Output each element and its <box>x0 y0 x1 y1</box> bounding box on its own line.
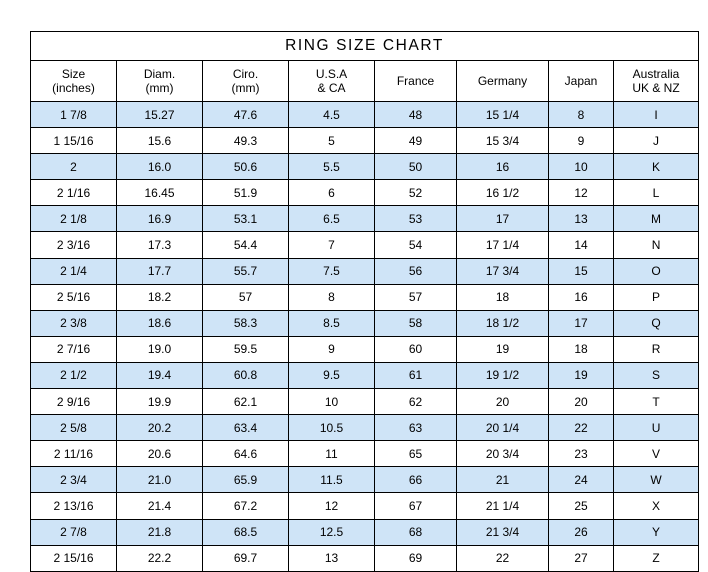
column-header-line2: (mm) <box>231 81 260 95</box>
table-row <box>31 154 699 180</box>
table-cell: 62.1 <box>203 389 289 415</box>
table-cell: Z <box>614 545 699 571</box>
table-cell: 6.5 <box>289 206 375 232</box>
table-cell: 20 1/4 <box>457 415 549 441</box>
column-header-line2: (mm) <box>145 81 174 95</box>
table-cell: 19.9 <box>117 389 203 415</box>
table-row <box>31 441 699 467</box>
table-row <box>31 310 699 336</box>
table-cell: X <box>614 493 699 519</box>
table-cell: W <box>614 467 699 493</box>
table-cell: 2 13/16 <box>31 493 117 519</box>
table-cell: S <box>614 362 699 388</box>
table-cell: 17 3/4 <box>457 258 549 284</box>
table-row <box>31 258 699 284</box>
table-cell: 50 <box>375 154 457 180</box>
table-cell: T <box>614 389 699 415</box>
ring-size-chart-table <box>30 31 699 572</box>
table-cell: 2 3/4 <box>31 467 117 493</box>
table-cell: 67 <box>375 493 457 519</box>
table-cell: 57 <box>375 284 457 310</box>
table-cell: 4.5 <box>289 102 375 128</box>
table-cell: O <box>614 258 699 284</box>
column-header-line1: Ciro. <box>232 67 259 81</box>
column-header <box>203 61 289 102</box>
column-header-line2: (inches) <box>52 81 95 95</box>
table-cell: 1 15/16 <box>31 128 117 154</box>
table-cell: 10 <box>289 389 375 415</box>
table-cell: 62 <box>375 389 457 415</box>
table-cell: 20.2 <box>117 415 203 441</box>
table-cell: 16 <box>549 284 614 310</box>
table-cell: 8.5 <box>289 310 375 336</box>
table-cell: 18 <box>549 336 614 362</box>
table-cell: 8 <box>549 102 614 128</box>
table-cell: 18.2 <box>117 284 203 310</box>
table-cell: 16 1/2 <box>457 180 549 206</box>
table-cell: 56 <box>375 258 457 284</box>
table-cell: 18 1/2 <box>457 310 549 336</box>
table-cell: 64.6 <box>203 441 289 467</box>
table-cell: 68.5 <box>203 519 289 545</box>
table-cell: 50.6 <box>203 154 289 180</box>
table-cell: 2 5/16 <box>31 284 117 310</box>
table-cell: 2 15/16 <box>31 545 117 571</box>
table-cell: 27 <box>549 545 614 571</box>
table-cell: 58 <box>375 310 457 336</box>
page-title: RING SIZE CHART <box>31 32 699 61</box>
table-cell: 26 <box>549 519 614 545</box>
table-cell: 20.6 <box>117 441 203 467</box>
table-cell: 5 <box>289 128 375 154</box>
table-cell: 21 3/4 <box>457 519 549 545</box>
table-cell: 15.6 <box>117 128 203 154</box>
table-cell: 2 7/8 <box>31 519 117 545</box>
table-cell: 48 <box>375 102 457 128</box>
table-cell: 21 <box>457 467 549 493</box>
table-cell: 53.1 <box>203 206 289 232</box>
table-cell: 7.5 <box>289 258 375 284</box>
table-cell: 19 1/2 <box>457 362 549 388</box>
table-row <box>31 519 699 545</box>
column-header <box>549 61 614 102</box>
table-cell: 16.0 <box>117 154 203 180</box>
table-cell: 52 <box>375 180 457 206</box>
table-cell: I <box>614 102 699 128</box>
table-cell: 22 <box>457 545 549 571</box>
column-header <box>375 61 457 102</box>
table-cell: 9 <box>549 128 614 154</box>
table-cell: 9 <box>289 336 375 362</box>
column-header-line1: Diam. <box>143 67 176 81</box>
table-cell: 10 <box>549 154 614 180</box>
table-cell: 66 <box>375 467 457 493</box>
column-header-line1: Germany <box>477 74 528 88</box>
table-cell: 22 <box>549 415 614 441</box>
table-cell: 2 <box>31 154 117 180</box>
table-cell: 21 1/4 <box>457 493 549 519</box>
column-header <box>457 61 549 102</box>
table-cell: 58.3 <box>203 310 289 336</box>
table-row <box>31 128 699 154</box>
table-cell: 2 1/2 <box>31 362 117 388</box>
table-cell: 13 <box>549 206 614 232</box>
table-cell: 15.27 <box>117 102 203 128</box>
ring-size-chart-container <box>30 31 678 572</box>
table-cell: 2 1/16 <box>31 180 117 206</box>
column-header-line1: France <box>396 74 435 88</box>
table-cell: 54.4 <box>203 232 289 258</box>
table-cell: 17.3 <box>117 232 203 258</box>
column-header <box>31 61 117 102</box>
table-cell: 53 <box>375 206 457 232</box>
table-cell: 2 1/8 <box>31 206 117 232</box>
table-cell: 2 5/8 <box>31 415 117 441</box>
table-cell: 17.7 <box>117 258 203 284</box>
table-row <box>31 362 699 388</box>
table-cell: 2 9/16 <box>31 389 117 415</box>
table-row <box>31 493 699 519</box>
table-cell: 11.5 <box>289 467 375 493</box>
table-cell: Y <box>614 519 699 545</box>
table-cell: 2 11/16 <box>31 441 117 467</box>
column-header <box>117 61 203 102</box>
table-cell: 25 <box>549 493 614 519</box>
table-row <box>31 180 699 206</box>
table-cell: 47.6 <box>203 102 289 128</box>
table-cell: 2 7/16 <box>31 336 117 362</box>
table-row <box>31 389 699 415</box>
table-cell: 18 <box>457 284 549 310</box>
table-cell: 18.6 <box>117 310 203 336</box>
table-row <box>31 415 699 441</box>
table-row <box>31 467 699 493</box>
table-cell: 24 <box>549 467 614 493</box>
table-cell: 60.8 <box>203 362 289 388</box>
table-cell: 16.45 <box>117 180 203 206</box>
table-cell: 16.9 <box>117 206 203 232</box>
table-cell: U <box>614 415 699 441</box>
table-cell: P <box>614 284 699 310</box>
column-header-line2: UK & NZ <box>632 81 680 95</box>
column-header-line1: U.S.A <box>315 67 348 81</box>
table-cell: 7 <box>289 232 375 258</box>
table-cell: K <box>614 154 699 180</box>
table-cell: 2 3/8 <box>31 310 117 336</box>
table-cell: 21.8 <box>117 519 203 545</box>
column-header-line1: Australia <box>632 67 680 81</box>
table-cell: 59.5 <box>203 336 289 362</box>
table-cell: 17 <box>457 206 549 232</box>
table-cell: 69.7 <box>203 545 289 571</box>
column-header-line1: Size <box>61 67 86 81</box>
table-cell: 9.5 <box>289 362 375 388</box>
table-cell: 67.2 <box>203 493 289 519</box>
table-cell: R <box>614 336 699 362</box>
table-cell: 11 <box>289 441 375 467</box>
table-cell: L <box>614 180 699 206</box>
table-cell: 12 <box>289 493 375 519</box>
table-cell: 15 1/4 <box>457 102 549 128</box>
table-cell: 2 3/16 <box>31 232 117 258</box>
table-cell: 15 <box>549 258 614 284</box>
table-cell: M <box>614 206 699 232</box>
table-cell: 6 <box>289 180 375 206</box>
table-cell: 20 <box>457 389 549 415</box>
table-cell: 65 <box>375 441 457 467</box>
table-cell: 19.0 <box>117 336 203 362</box>
table-cell: 63.4 <box>203 415 289 441</box>
table-cell: 19 <box>457 336 549 362</box>
table-cell: 21.4 <box>117 493 203 519</box>
table-cell: 19 <box>549 362 614 388</box>
table-row <box>31 545 699 571</box>
table-header-row <box>31 61 699 102</box>
table-cell: 61 <box>375 362 457 388</box>
table-cell: 49.3 <box>203 128 289 154</box>
table-row <box>31 232 699 258</box>
column-header <box>614 61 699 102</box>
table-row <box>31 336 699 362</box>
column-header-line1: Japan <box>564 74 598 88</box>
table-cell: 17 1/4 <box>457 232 549 258</box>
table-cell: 63 <box>375 415 457 441</box>
table-cell: 14 <box>549 232 614 258</box>
table-cell: V <box>614 441 699 467</box>
table-cell: 65.9 <box>203 467 289 493</box>
table-cell: 49 <box>375 128 457 154</box>
table-cell: 15 3/4 <box>457 128 549 154</box>
table-cell: 55.7 <box>203 258 289 284</box>
table-cell: 51.9 <box>203 180 289 206</box>
table-row <box>31 206 699 232</box>
table-cell: 69 <box>375 545 457 571</box>
table-cell: 8 <box>289 284 375 310</box>
table-cell: 20 3/4 <box>457 441 549 467</box>
column-header-line2: & CA <box>317 81 346 95</box>
column-header <box>289 61 375 102</box>
table-cell: 54 <box>375 232 457 258</box>
table-cell: 21.0 <box>117 467 203 493</box>
table-cell: 22.2 <box>117 545 203 571</box>
chart-title-row <box>31 32 699 61</box>
table-row <box>31 102 699 128</box>
table-cell: Q <box>614 310 699 336</box>
table-cell: 13 <box>289 545 375 571</box>
table-cell: 16 <box>457 154 549 180</box>
table-cell: 12 <box>549 180 614 206</box>
table-cell: 23 <box>549 441 614 467</box>
table-cell: N <box>614 232 699 258</box>
table-cell: 12.5 <box>289 519 375 545</box>
table-cell: 2 1/4 <box>31 258 117 284</box>
table-cell: J <box>614 128 699 154</box>
table-cell: 19.4 <box>117 362 203 388</box>
table-cell: 17 <box>549 310 614 336</box>
table-cell: 10.5 <box>289 415 375 441</box>
table-cell: 1 7/8 <box>31 102 117 128</box>
table-row <box>31 284 699 310</box>
table-cell: 5.5 <box>289 154 375 180</box>
table-cell: 57 <box>203 284 289 310</box>
table-cell: 60 <box>375 336 457 362</box>
table-cell: 68 <box>375 519 457 545</box>
table-cell: 20 <box>549 389 614 415</box>
